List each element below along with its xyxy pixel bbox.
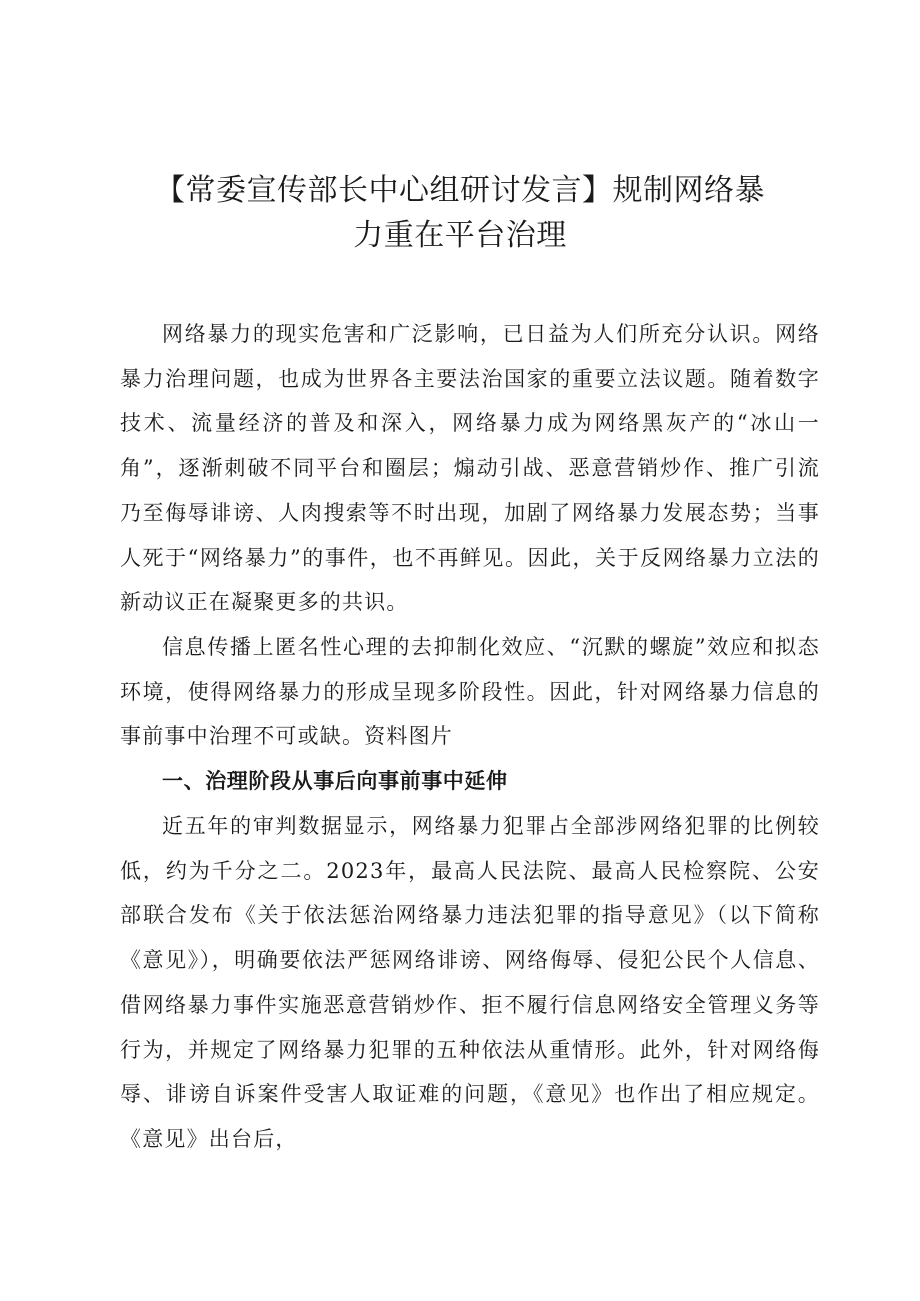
title-line-1: 【常委宣传部长中心组研讨发言】规制网络暴 [155,173,765,208]
paragraph-2: 信息传播上匿名性心理的去抑制化效应、“沉默的螺旋”效应和拟态环境，使得网络暴力的形成呈现多阶段性。因此，针对网络暴力信息的事前事中治理不可或缺。资料图片 [120,635,820,749]
paragraph-3: 近五年的审判数据显示，网络暴力犯罪占全部涉网络犯罪的比例较低，约为千分之二。2023年，最高人民法院、最高人民检察院、公安部联合发布《关于依法惩治网络暴力违法犯罪的指导意见》（以下简称《意见》），明确要依法严惩网络诽谤、网络侮辱、侵犯公民个人信息、借网络暴力事件实施恶意营销炒作、拒不履行信息网络安全管理义务等行为，并规定了网络暴力犯罪的五种依法从重情形。此外，针对网络侮辱、诽谤自诉案件受害人取证难的问题，《意见》也作出了相应规定。《意见》出台后， [120,814,820,1151]
section-heading: 一、治理阶段从事后向事前事中延伸 [162,769,508,793]
document-title [100,168,820,258]
title-line-2: 力重在平台治理 [353,218,567,253]
paragraph-1: 网络暴力的现实危害和广泛影响，已日益为人们所充分认识。网络暴力治理问题，也成为世界各主要法治国家的重要立法议题。随着数字技术、流量经济的普及和深入，网络暴力成为网络黑灰产的“冰山一角”，逐渐刺破不同平台和圈层；煽动引战、恶意营销炒作、推广引流乃至侮辱诽谤、人肉搜索等不时出现，加剧了网络暴力发展态势；当事人死于“网络暴力”的事件，也不再鲜见。因此，关于反网络暴力立法的新动议正在凝聚更多的共识。 [120,322,820,615]
